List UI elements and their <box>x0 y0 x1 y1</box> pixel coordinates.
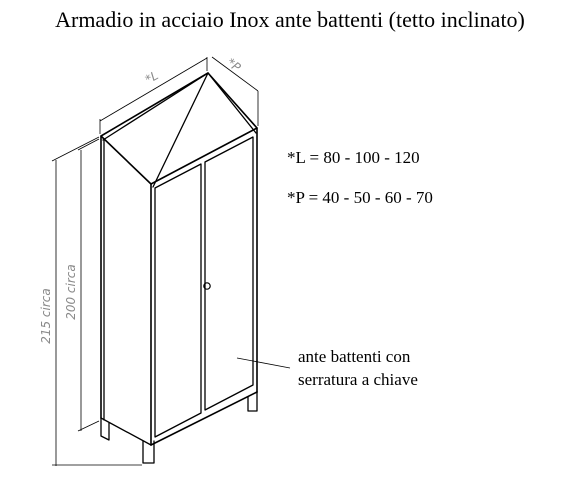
depth-label: *P <box>224 55 244 75</box>
cabinet-roof <box>101 73 257 187</box>
diagram-title: Armadio in acciaio Inox ante battenti (tetto inclinato) <box>55 7 525 32</box>
width-label: *L <box>142 68 161 87</box>
body-height-label: 200 circa <box>64 264 78 320</box>
body-height-dimension-line <box>78 139 99 431</box>
doors-note-line1: ante battenti con <box>298 347 411 366</box>
depth-spec: *P = 40 - 50 - 60 - 70 <box>287 188 433 207</box>
doors-note-line2: serratura a chiave <box>298 370 418 389</box>
cabinet-legs <box>101 392 257 463</box>
total-height-label: 215 circa <box>39 288 53 344</box>
note-leader-line <box>237 358 290 368</box>
cabinet-side-panel <box>101 136 151 445</box>
width-spec: *L = 80 - 100 - 120 <box>287 148 420 167</box>
